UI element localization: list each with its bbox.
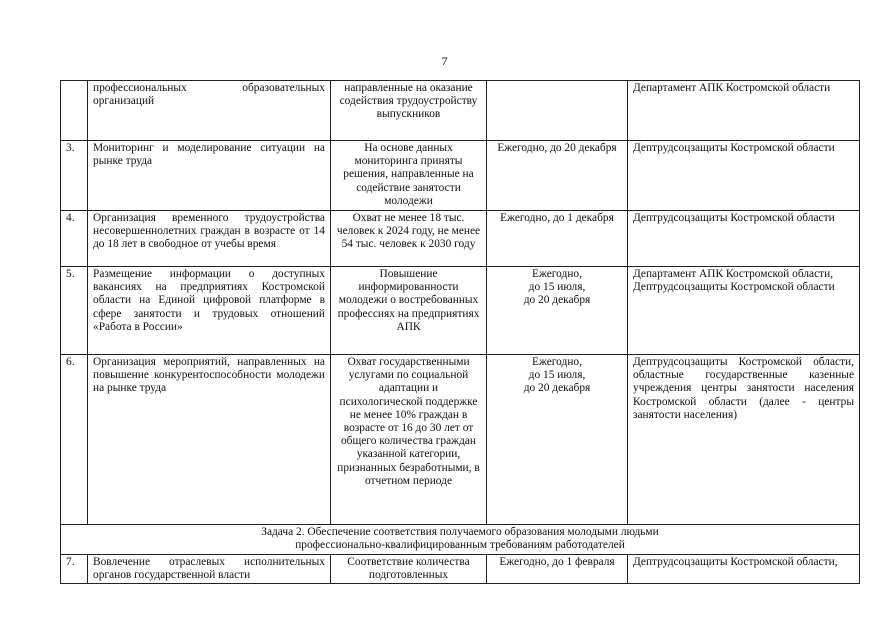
result-cell: Охват государственными услугами по социальной адаптации и психологической поддержке не менее 10% граждан в возрасте от 16 до 30 лет от общего количества граждан указанной категории, признанных безработными, в отчетном периоде [331, 355, 487, 525]
task-cell: Мониторинг и моделирование ситуации на рынке труда [88, 141, 331, 211]
term-cell [487, 355, 628, 525]
table-row [61, 555, 860, 584]
term-line: до 20 декабря [523, 382, 591, 395]
table-row [61, 211, 860, 267]
row-number: 7. [61, 555, 88, 584]
term-cell [487, 81, 628, 141]
term-cell [487, 267, 628, 355]
page-number: 7 [441, 54, 448, 68]
term-line: Ежегодно, [532, 356, 582, 368]
term-cell: Ежегодно, до 1 февраля [487, 555, 628, 584]
term-line: до 20 декабря [523, 294, 591, 307]
plan-table [60, 80, 860, 584]
responsible-cell: Дептрудсоцзащиты Костромской области, областные государственные казенные учреждения центры занятости населения Костромской области (далее - центры занятости населения) [628, 355, 860, 525]
term-cell: Ежегодно, до 20 декабря [487, 141, 628, 211]
task-cell: Организация временного трудоустройства несовершеннолетних граждан в возрасте от 14 до 18 лет в свободное от учебы время [88, 211, 331, 267]
task-line: профессиональных образовательных [93, 82, 325, 94]
row-number: 5. [61, 267, 88, 355]
result-cell: Повышение информированности молодежи о востребованных профессиях на предприятиях АПК [331, 267, 487, 355]
row-number: 6. [61, 355, 88, 525]
result-cell: Охват не менее 18 тыс. человек к 2024 году, не менее 54 тыс. человек к 2030 году [331, 211, 487, 267]
row-number [61, 81, 88, 141]
responsible-line: Департамент АПК Костромской области, [633, 268, 834, 280]
task-cell: Организация мероприятий, направленных на повышение конкурентоспособности молодежи на рынке труда [88, 355, 331, 525]
term-cell: Ежегодно, до 1 декабря [487, 211, 628, 267]
section-heading-row [61, 525, 860, 555]
result-cell: направленные на оказание содействия трудоустройству выпускников [331, 81, 487, 141]
responsible-cell: Дептрудсоцзащиты Костромской области [628, 141, 860, 211]
task-cell: Вовлечение отраслевых исполнительных органов государственной власти [88, 555, 331, 584]
responsible-cell: Дептрудсоцзащиты Костромской области, [628, 555, 860, 584]
term-line: Ежегодно, [532, 268, 582, 280]
section-heading [61, 525, 860, 555]
term-line: до 15 июля, [528, 281, 586, 294]
task-cell: Размещение информации о доступных вакансиях на предприятиях Костромской области на Единой цифровой платформе в сфере занятости и трудовых отношений «Работа в России» [88, 267, 331, 355]
responsible-cell: Дептрудсоцзащиты Костромской области [628, 211, 860, 267]
row-number: 4. [61, 211, 88, 267]
table-row [61, 267, 860, 355]
task-line: организаций [93, 95, 155, 108]
table-row [61, 355, 860, 525]
table-row [61, 141, 860, 211]
result-cell: Соответствие количества подготовленных [331, 555, 487, 584]
section-heading-line: Задача 2. Обеспечение соответствия получаемого образования молодыми людьми [261, 526, 659, 538]
result-cell: На основе данных мониторинга приняты решения, направленные на содействие занятости молодежи [331, 141, 487, 211]
term-line: до 15 июля, [528, 369, 586, 382]
responsible-cell [628, 267, 860, 355]
section-heading-line: профессионально-квалифицированным требованиям работодателей [295, 539, 625, 552]
table-row [61, 81, 860, 141]
row-number: 3. [61, 141, 88, 211]
responsible-cell: Департамент АПК Костромской области [628, 81, 860, 141]
responsible-line: Дептрудсоцзащиты Костромской области [633, 281, 835, 294]
task-cell [88, 81, 331, 141]
